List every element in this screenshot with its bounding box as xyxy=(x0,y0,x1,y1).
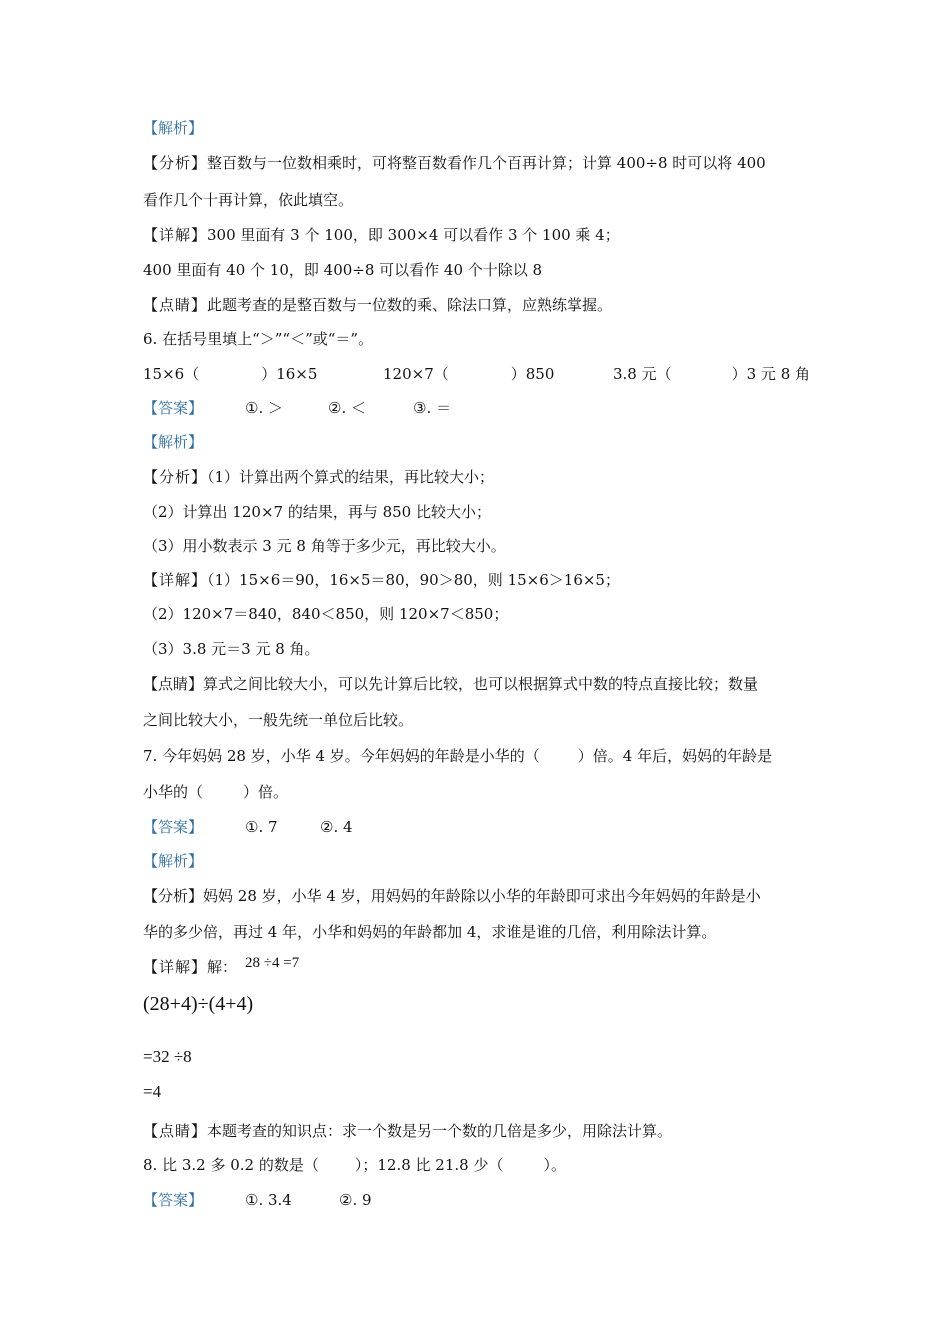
q6-item-3 xyxy=(613,364,810,384)
q5-comment-line xyxy=(143,295,612,315)
q6-question xyxy=(143,329,373,349)
q6-comment-text-1: 算式之间比较大小，可以先计算后比较，也可以根据算式中数的特点直接比较；数量 xyxy=(203,675,759,693)
xiangjie-label: 【详解】 xyxy=(143,571,208,589)
analysis-label: 【解析】 xyxy=(143,119,204,137)
dianjing-label: 【点睛】 xyxy=(143,1122,208,1140)
fenxi-label: 【分析】 xyxy=(143,468,208,486)
q6-item-1-left: 15×6（ xyxy=(143,365,200,383)
q5-detail-line-1 xyxy=(143,225,620,245)
xiangjie-label: 【详解】 xyxy=(143,226,208,244)
q6-detail-line-3 xyxy=(143,639,320,659)
q7-question-line-1 xyxy=(143,746,772,766)
q6-analysis-line-1 xyxy=(143,467,494,487)
q7-comment-text: 本题考查的知识点：求一个数是另一个数的几倍是多少，用除法计算。 xyxy=(207,1122,673,1140)
q8-answer-line xyxy=(143,1190,372,1210)
q6-answer-2: ②. ＜ xyxy=(328,399,366,417)
q7-detail-prefix: 解： xyxy=(207,958,238,976)
q7-analysis-line-1 xyxy=(143,886,761,906)
q5-detail-text-1: 300 里面有 3 个 100，即 300×4 可以看作 3 个 100 乘 4； xyxy=(207,226,620,244)
q6-analysis-line-2 xyxy=(143,502,491,522)
q7-analysis-heading xyxy=(143,851,203,871)
q7-question-text-1b: ）倍。4 年后，妈妈的年龄是 xyxy=(577,747,773,765)
q6-detail-text-2: （2）120×7＝840，840＜850，则 120×7＜850； xyxy=(143,605,509,623)
q7-question-text-2a: 小华的（ xyxy=(143,783,204,801)
q6-analysis-text-1: （1）计算出两个算式的结果，再比较大小； xyxy=(207,468,495,486)
q5-detail-text-2: 400 里面有 40 个 10，即 400÷8 可以看作 40 个十除以 8 xyxy=(143,261,543,279)
xiangjie-label: 【详解】 xyxy=(143,958,208,976)
q6-comment-line-1 xyxy=(143,674,758,694)
q6-detail-text-1: （1）15×6＝90，16×5＝80，90＞80，则 15×6＞16×5； xyxy=(207,571,620,589)
q6-analysis-line-3 xyxy=(143,536,506,556)
dianjing-label: 【点睛】 xyxy=(143,675,204,693)
q6-detail-text-3: （3）3.8 元＝3 元 8 角。 xyxy=(143,640,320,658)
analysis-label: 【解析】 xyxy=(143,852,204,870)
q8-answer-2: ②. 9 xyxy=(339,1191,372,1209)
q6-analysis-text-3: （3）用小数表示 3 元 8 角等于多少元，再比较大小。 xyxy=(143,537,506,555)
q7-analysis-text-1: 妈妈 28 岁，小华 4 岁，用妈妈的年龄除以小华的年龄即可求出今年妈妈的年龄是小 xyxy=(203,887,761,905)
q6-answer-1: ①. ＞ xyxy=(245,399,283,417)
q8-question-b: ）；12.8 比 21.8 少（ xyxy=(354,1156,504,1174)
q6-item-1 xyxy=(143,364,317,384)
q8-question xyxy=(143,1155,566,1175)
q6-comment-line-2 xyxy=(143,710,413,730)
q5-analysis-line-2 xyxy=(143,190,353,210)
q7-equation-4: =4 xyxy=(143,1082,162,1101)
q7-question-line-2 xyxy=(143,782,288,802)
q8-answer-1: ①. 3.4 xyxy=(245,1191,292,1209)
q7-analysis-line-2 xyxy=(143,922,716,942)
q7-answer-1: ①. 7 xyxy=(245,818,278,836)
q6-item-2 xyxy=(383,364,554,384)
q7-equation-1: 28 ÷4 =7 xyxy=(245,955,300,971)
q7-equation-3: =32 ÷8 xyxy=(143,1047,192,1066)
q7-comment-line xyxy=(143,1121,672,1141)
q6-item-2-left: 120×7（ xyxy=(383,365,449,383)
q6-item-3-right: ）3 元 8 角 xyxy=(731,365,811,383)
q5-detail-line-2 xyxy=(143,260,542,280)
q6-question-text: 6. 在括号里填上“＞”“＜”或“＝”。 xyxy=(143,330,374,348)
q6-item-3-left: 3.8 元（ xyxy=(613,365,672,383)
q5-analysis-line-1 xyxy=(143,153,766,173)
q6-item-2-right: ）850 xyxy=(510,365,555,383)
q7-detail-line-1 xyxy=(143,955,300,977)
q6-analysis-text-2: （2）计算出 120×7 的结果，再与 850 比较大小； xyxy=(143,503,491,521)
q8-question-a: 8. 比 3.2 多 0.2 的数是（ xyxy=(143,1156,319,1174)
q7-equation-2: (28+4)÷(4+4) xyxy=(143,993,254,1015)
answer-label: 【答案】 xyxy=(143,818,204,836)
q7-answer-line xyxy=(143,817,353,837)
q5-comment-text: 此题考查的是整百数与一位数的乘、除法口算，应熟练掌握。 xyxy=(207,296,613,314)
q6-item-1-right: ）16×5 xyxy=(261,365,318,383)
q5-analysis-text-1: 整百数与一位数相乘时，可将整百数看作几个百再计算；计算 400÷8 时可以将 400 xyxy=(207,154,766,172)
answer-label: 【答案】 xyxy=(143,1191,204,1209)
q6-detail-line-2 xyxy=(143,604,508,624)
q6-answer-line xyxy=(143,398,451,418)
analysis-heading xyxy=(143,118,203,138)
analysis-label: 【解析】 xyxy=(143,433,204,451)
q5-analysis-text-2: 看作几个十再计算，依此填空。 xyxy=(143,191,354,209)
answer-label: 【答案】 xyxy=(143,399,204,417)
q7-answer-2: ②. 4 xyxy=(320,818,353,836)
q6-detail-line-1 xyxy=(143,570,620,590)
q6-answer-3: ③. ＝ xyxy=(413,399,451,417)
q8-question-c: ）。 xyxy=(543,1156,566,1174)
dianjing-label: 【点睛】 xyxy=(143,296,208,314)
q7-analysis-text-2: 华的多少倍，再过 4 年，小华和妈妈的年龄都加 4，求谁是谁的几倍，利用除法计算。 xyxy=(143,923,717,941)
q7-question-text-2b: ）倍。 xyxy=(243,783,289,801)
q6-analysis-heading xyxy=(143,432,203,452)
fenxi-label: 【分析】 xyxy=(143,154,208,172)
q7-question-text-1a: 7. 今年妈妈 28 岁，小华 4 岁。今年妈妈的年龄是小华的（ xyxy=(143,747,540,765)
fenxi-label: 【分析】 xyxy=(143,887,204,905)
q6-comment-text-2: 之间比较大小，一般先统一单位后比较。 xyxy=(143,711,414,729)
